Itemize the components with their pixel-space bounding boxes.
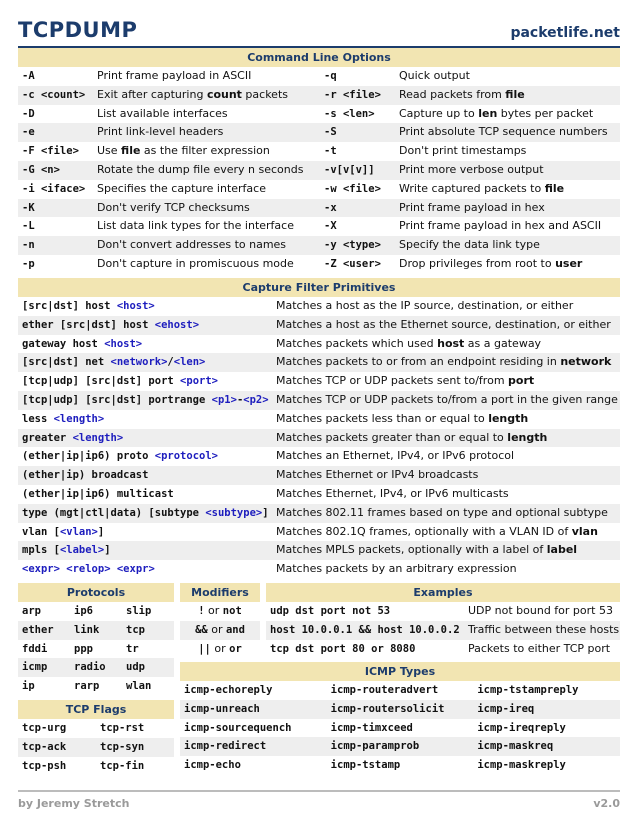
filter-row <box>18 316 620 335</box>
filter-keyword: less <box>22 412 54 425</box>
filter-argument: <port> <box>180 375 218 388</box>
icmp-type-name: icmp-unreach <box>184 702 260 715</box>
filter-description: Matches a host as the IP source, destination, or either <box>276 299 574 312</box>
filter-expression <box>18 316 272 335</box>
filter-argument: <expr> <box>22 563 60 576</box>
filter-expression <box>18 353 272 372</box>
protocol-row <box>18 658 174 677</box>
filter-row <box>18 485 620 504</box>
protocol-name: tcp <box>126 623 145 636</box>
option-flag: -X <box>324 220 337 233</box>
option-description: Specifies the capture interface <box>97 181 266 195</box>
icmp-type-name: icmp-echoreply <box>184 684 273 696</box>
option-row <box>18 217 620 236</box>
protocol-name: slip <box>126 605 152 617</box>
icmp-type-name: icmp-sourcequench <box>184 721 292 734</box>
modifier-row <box>180 640 260 659</box>
option-description: List data link types for the interface <box>97 219 294 233</box>
icmp-type-name: icmp-tstamp <box>330 759 401 772</box>
modifier-operator: || <box>198 642 211 655</box>
protocol-name: udp <box>126 661 145 674</box>
capture-filter-section <box>18 278 620 579</box>
icmp-type-name: icmp-maskreq <box>477 740 554 753</box>
icmp-type-name: icmp-routeradvert <box>330 684 439 696</box>
modifier-operator: and <box>225 623 245 636</box>
filter-argument: <len> <box>173 356 206 369</box>
filter-description: Matches TCP or UDP packets sent to/from port <box>276 374 535 388</box>
filter-description: Matches packets which used host as a gateway <box>276 336 542 350</box>
filter-keyword: type (mgt|ctl|data) [subtype <box>22 506 206 519</box>
modifier-operator: not <box>222 605 242 617</box>
tcp-flag-row <box>18 738 174 757</box>
filter-keyword: gateway host <box>22 337 105 350</box>
protocol-row <box>18 621 174 640</box>
option-row <box>18 255 620 274</box>
icmp-type-name: icmp-redirect <box>184 740 267 753</box>
filter-keyword: ] <box>97 525 105 538</box>
tcp-flag-name: tcp-syn <box>100 740 145 753</box>
modifiers-table <box>180 602 260 658</box>
icmp-type-row <box>180 719 620 738</box>
modifier-text <box>180 640 260 659</box>
filter-description: Matches 802.1Q frames, optionally with a VLAN ID of vlan <box>276 524 598 538</box>
filter-argument: <vlan> <box>59 525 98 538</box>
filter-row <box>18 335 620 354</box>
filter-keyword: (ether|ip|ip6) multicast <box>22 487 174 500</box>
filter-argument: <length> <box>72 431 124 444</box>
example-command: udp dst port not 53 <box>270 605 391 617</box>
option-description: Print frame payload in hex and ASCII <box>399 219 602 233</box>
page-header <box>18 18 620 48</box>
option-description: Specify the data link type <box>399 238 540 252</box>
icmp-type-row <box>180 756 620 775</box>
modifier-separator: or <box>204 604 223 617</box>
filter-argument: <relop> <box>66 563 111 576</box>
filter-argument: <host> <box>104 337 143 350</box>
command-line-options-heading: Command Line Options <box>18 48 620 67</box>
modifier-separator: or <box>207 622 226 636</box>
modifiers-section <box>180 583 260 658</box>
filter-row <box>18 410 620 429</box>
option-row <box>18 105 620 124</box>
option-description: Exit after capturing count packets <box>97 87 288 101</box>
filter-argument: <protocol> <box>154 450 218 463</box>
bold-term: network <box>560 355 612 369</box>
modifier-separator: or <box>210 641 230 655</box>
option-row <box>18 180 620 199</box>
filter-row <box>18 466 620 485</box>
filter-description: Matches packets greater than or equal to length <box>276 430 548 444</box>
filter-argument: <network> <box>110 356 168 369</box>
bold-term: file <box>505 87 525 101</box>
protocol-name: ppp <box>74 642 93 655</box>
option-description: Don't capture in promiscuous mode <box>97 256 294 270</box>
filter-keyword: / <box>167 356 174 369</box>
filter-row <box>18 560 620 579</box>
filters-table <box>18 297 620 579</box>
filter-row <box>18 372 620 391</box>
option-row <box>18 236 620 255</box>
tcp-flag-name: tcp-fin <box>100 759 145 772</box>
filter-keyword: greater <box>22 431 73 444</box>
option-flag: -i <iface> <box>22 182 86 195</box>
option-flag: -y <type> <box>324 239 381 252</box>
option-flag: -p <box>22 257 35 270</box>
filter-keyword: [tcp|udp] [src|dst] port <box>22 375 181 388</box>
option-description: Print more verbose output <box>399 162 544 176</box>
option-flag: -r <file> <box>324 88 381 101</box>
option-description: Read packets from file <box>399 87 525 101</box>
option-row <box>18 142 620 161</box>
protocol-name: ether <box>22 623 54 636</box>
filter-expression <box>18 466 272 485</box>
bold-term: label <box>546 543 578 557</box>
icmp-type-row <box>180 737 620 756</box>
protocols-heading: Protocols <box>18 583 174 602</box>
filter-keyword: ] <box>262 506 269 519</box>
filter-expression <box>18 297 272 316</box>
icmp-type-name: icmp-timxceed <box>330 721 413 734</box>
protocol-name: tr <box>126 642 139 655</box>
filter-description: Matches a host as the Ethernet source, destination, or either <box>276 317 611 331</box>
tcp-flags-table <box>18 719 174 775</box>
protocol-row <box>18 677 174 696</box>
filter-row <box>18 523 620 542</box>
example-row <box>266 602 620 621</box>
option-row <box>18 67 620 86</box>
bold-term: user <box>555 256 583 270</box>
filter-argument: <p1> <box>211 393 237 406</box>
option-flag: -e <box>22 126 35 139</box>
option-flag: -L <box>22 220 35 233</box>
filter-description: Matches packets less than or equal to length <box>276 411 529 425</box>
examples-heading: Examples <box>266 583 620 602</box>
option-description: Rotate the dump file every n seconds <box>97 162 304 176</box>
option-description: Write captured packets to file <box>399 181 565 195</box>
filter-description: Matches packets by an arbitrary expression <box>276 562 517 576</box>
example-command: host 10.0.0.1 && host 10.0.0.2 <box>270 623 460 636</box>
filter-description: Matches an Ethernet, IPv4, or IPv6 protocol <box>276 449 515 463</box>
protocol-name: radio <box>74 661 106 674</box>
example-description: UDP not bound for port 53 <box>468 604 613 617</box>
example-row <box>266 640 620 659</box>
option-flag: -q <box>324 70 337 82</box>
modifiers-heading: Modifiers <box>180 583 260 602</box>
filter-row <box>18 391 620 410</box>
option-flag: -x <box>324 201 337 214</box>
option-description: Don't convert addresses to names <box>97 238 287 252</box>
tcp-flags-section <box>18 700 174 775</box>
filter-argument: <subtype> <box>205 506 263 519</box>
bold-term: length <box>507 430 548 444</box>
option-row <box>18 123 620 142</box>
option-description: Capture up to len bytes per packet <box>399 106 594 120</box>
filter-argument: <label> <box>59 544 105 557</box>
tcp-flag-name: tcp-ack <box>22 740 67 753</box>
icmp-types-section <box>180 662 620 775</box>
tcp-flag-name: tcp-psh <box>22 759 67 772</box>
bold-term: length <box>488 411 529 425</box>
capture-filter-heading: Capture Filter Primitives <box>18 278 620 297</box>
tcp-flag-name: tcp-urg <box>22 722 67 734</box>
example-description: Traffic between these hosts <box>468 622 620 636</box>
filter-keyword: mpls [ <box>22 544 60 557</box>
protocol-name: rarp <box>74 680 100 693</box>
filter-description: Matches Ethernet or IPv4 broadcasts <box>276 468 479 482</box>
protocols-table <box>18 602 174 696</box>
filter-description: Matches TCP or UDP packets to/from a port in the given range <box>276 392 618 406</box>
filter-row <box>18 447 620 466</box>
filter-description: Matches MPLS packets, optionally with a label of label <box>276 543 578 557</box>
option-description: Print frame payload in ASCII <box>97 69 252 82</box>
examples-table <box>266 602 620 658</box>
icmp-type-name: icmp-routersolicit <box>330 702 445 715</box>
bold-term: len <box>478 106 498 120</box>
protocol-row <box>18 602 174 621</box>
option-row <box>18 161 620 180</box>
filter-description: Matches packets to or from an endpoint residing in network <box>276 355 612 369</box>
protocol-name: ip6 <box>74 605 93 617</box>
bold-term: host <box>437 336 465 350</box>
version: v2.0 <box>593 797 620 810</box>
bold-term: port <box>508 374 535 388</box>
modifier-row <box>180 621 260 640</box>
option-description: Drop privileges from root to user <box>399 256 583 270</box>
option-description: Use file as the filter expression <box>97 144 270 158</box>
option-description: Don't verify TCP checksums <box>97 200 250 214</box>
icmp-type-row <box>180 700 620 719</box>
tcp-flags-heading: TCP Flags <box>18 700 174 719</box>
bold-term: file <box>544 181 565 195</box>
protocol-name: link <box>74 623 100 636</box>
filter-expression <box>18 485 272 504</box>
filter-keyword: [src|dst] net <box>22 356 111 369</box>
filter-expression <box>18 523 272 542</box>
icmp-types-heading: ICMP Types <box>180 662 620 681</box>
protocols-section <box>18 583 174 696</box>
filter-description: Matches 802.11 frames based on type and optional subtype <box>276 505 608 519</box>
filter-row <box>18 504 620 523</box>
option-flag: -v[v[v]] <box>324 163 375 176</box>
icmp-type-name: icmp-echo <box>184 759 241 772</box>
modifier-operator: && <box>195 623 208 636</box>
filter-expression <box>18 391 272 410</box>
option-flag: -A <box>22 70 35 82</box>
protocol-name: arp <box>22 605 41 617</box>
filter-expression <box>18 372 272 391</box>
page-title: TCPDUMP <box>18 18 138 42</box>
protocol-name: fddi <box>22 642 48 655</box>
filter-expression <box>18 429 272 448</box>
tcp-flag-row <box>18 719 174 738</box>
option-flag: -s <len> <box>324 107 375 120</box>
tcp-flag-name: tcp-rst <box>100 722 145 734</box>
filter-row <box>18 429 620 448</box>
protocol-name: icmp <box>22 661 48 674</box>
option-row <box>18 199 620 218</box>
option-description: Print frame payload in hex <box>399 200 545 214</box>
filter-expression <box>18 504 272 523</box>
filter-keyword: (ether|ip) broadcast <box>22 469 149 482</box>
option-flag: -G <n> <box>22 163 60 176</box>
option-flag: -t <box>324 145 337 158</box>
option-description: Don't print timestamps <box>399 144 527 158</box>
site-name: packetlife.net <box>510 25 620 41</box>
filter-description: Matches Ethernet, IPv4, or IPv6 multicasts <box>276 486 509 500</box>
page-footer <box>18 790 620 816</box>
filter-keyword: vlan [ <box>22 525 60 538</box>
filter-keyword: - <box>236 393 244 406</box>
filter-row <box>18 541 620 560</box>
option-flag: -Z <user> <box>324 257 381 270</box>
modifier-row <box>180 602 260 621</box>
filter-keyword: [tcp|udp] [src|dst] portrange <box>22 393 212 406</box>
filter-argument: <ehost> <box>154 318 200 331</box>
option-description: Quick output <box>399 69 470 82</box>
modifier-text <box>180 621 260 640</box>
filter-expression <box>18 560 272 579</box>
protocol-name: ip <box>22 680 35 693</box>
filter-keyword: (ether|ip|ip6) proto <box>22 450 155 463</box>
filter-argument: <p2> <box>243 393 269 406</box>
option-description: List available interfaces <box>97 106 228 120</box>
filter-keyword: ether [src|dst] host <box>22 318 155 331</box>
filter-expression <box>18 335 272 354</box>
option-flag: -n <box>22 239 35 252</box>
example-row <box>266 621 620 640</box>
option-description: Print link-level headers <box>97 125 224 139</box>
filter-keyword: ] <box>104 544 111 557</box>
bold-term: count <box>206 87 242 101</box>
icmp-type-name: icmp-ireq <box>477 702 535 715</box>
command-line-options-section <box>18 48 620 274</box>
filter-row <box>18 297 620 316</box>
filter-argument: <host> <box>116 300 155 312</box>
icmp-type-name: icmp-maskreply <box>477 759 566 772</box>
icmp-type-name: icmp-tstampreply <box>477 684 579 696</box>
filter-argument: <length> <box>53 412 105 425</box>
protocol-row <box>18 640 174 659</box>
icmp-type-row <box>180 681 620 700</box>
protocol-name: wlan <box>126 680 152 693</box>
modifier-text <box>180 602 260 621</box>
icmp-type-name: icmp-paramprob <box>330 740 420 753</box>
options-table <box>18 67 620 274</box>
author: by Jeremy Stretch <box>18 797 130 810</box>
option-flag: -F <file> <box>22 145 79 158</box>
modifier-operator: ! <box>198 605 205 617</box>
option-row <box>18 86 620 105</box>
filter-expression <box>18 541 272 560</box>
examples-section <box>266 583 620 658</box>
icmp-types-table <box>180 681 620 775</box>
option-flag: -w <file> <box>324 182 381 195</box>
example-command: tcp dst port 80 or 8080 <box>270 642 416 655</box>
bold-term: vlan <box>571 524 598 538</box>
modifier-operator: or <box>229 642 242 655</box>
example-description: Packets to either TCP port <box>468 641 611 655</box>
icmp-type-name: icmp-ireqreply <box>477 721 566 734</box>
option-description: Print absolute TCP sequence numbers <box>399 125 608 139</box>
filter-argument: <expr> <box>116 563 155 576</box>
filter-keyword: [src|dst] host <box>22 300 117 312</box>
filter-expression <box>18 447 272 466</box>
tcp-flag-row <box>18 757 174 776</box>
option-flag: -D <box>22 107 35 120</box>
option-flag: -K <box>22 201 35 214</box>
option-flag: -c <count> <box>22 88 86 101</box>
filter-row <box>18 353 620 372</box>
option-flag: -S <box>324 126 337 139</box>
filter-expression <box>18 410 272 429</box>
bold-term: file <box>121 144 141 158</box>
